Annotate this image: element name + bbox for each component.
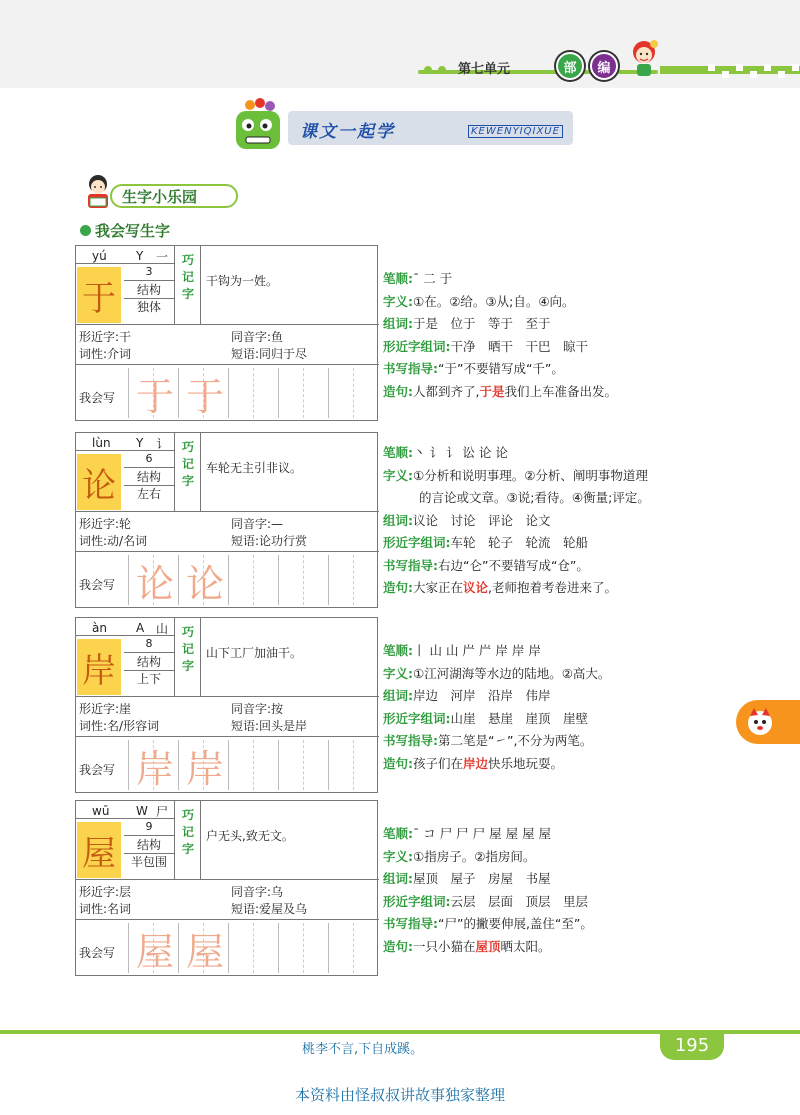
grid-cell[interactable]: [303, 740, 328, 790]
bullet-dot-icon: [80, 225, 91, 236]
section-title: 生字小乐园: [122, 188, 198, 206]
grid-cell[interactable]: [228, 368, 253, 418]
words-row: 组词:议论 讨论 评论 论文: [383, 512, 551, 528]
banner-subtitle: KEWENYIQIXUE: [468, 125, 563, 138]
homophone-char: 同音字:鱼: [231, 330, 284, 344]
divider: [76, 919, 379, 920]
structure-value: 半包围: [130, 855, 167, 869]
trace-char: 屋: [135, 929, 174, 974]
grid-cell[interactable]: [228, 740, 253, 790]
divider: [200, 618, 201, 696]
similar-words-row: 形近字组词:干净 晒干 干巴 晾干: [383, 338, 589, 354]
char-main: 论: [77, 454, 121, 510]
divider: [174, 801, 175, 879]
homophone-char: 同音字:—: [231, 517, 284, 531]
guide-row: 书写指导:第二笔是“㇀”,不分为两笔。: [383, 733, 593, 748]
fox-face-icon: [744, 706, 776, 738]
grid-cell[interactable]: [303, 368, 328, 418]
char-strokes: 6: [145, 452, 153, 465]
edition-badge-left: 部: [556, 52, 584, 80]
grid-cell[interactable]: [278, 368, 303, 418]
char-detail: [383, 268, 733, 403]
mnemonic-label: 巧 记 字: [181, 625, 194, 673]
divider: [76, 696, 379, 697]
divider: [174, 433, 175, 511]
write-label: 我会写: [79, 391, 116, 405]
guide-row: 书写指导:“于”不要错写成“千”。: [383, 361, 564, 376]
unit-underline: [418, 70, 658, 74]
phrase: 短语:同归于尽: [231, 347, 308, 361]
part-of-speech: 词性:介词: [79, 347, 132, 361]
trace-char: 论: [185, 561, 224, 606]
sub-heading: [80, 220, 170, 241]
sentence-row: 造句:孩子们在岸边快乐地玩耍。: [383, 755, 564, 771]
char-detail: [383, 823, 733, 958]
side-tab: [736, 700, 800, 744]
phrase: 短语:回头是岸: [231, 719, 308, 733]
write-label: 我会写: [79, 946, 116, 960]
structure-label: 结构: [124, 652, 174, 671]
mnemonic-text: 车轮无主引非议。: [206, 461, 303, 475]
char-pinyin: yú: [92, 249, 107, 263]
char-radical: 尸: [156, 805, 169, 819]
write-label: 我会写: [79, 763, 116, 777]
grid-cell[interactable]: [253, 555, 278, 605]
part-of-speech: 词性:动/名词: [79, 534, 148, 548]
char-initial: W: [136, 804, 148, 818]
words-row: 组词:岸边 河岸 沿岸 伟岸: [383, 688, 551, 703]
grid-cell[interactable]: [278, 555, 303, 605]
char-pinyin: wū: [92, 804, 110, 818]
divider: [76, 551, 379, 552]
grid-cell[interactable]: [328, 368, 353, 418]
girl-reading-icon: [80, 172, 116, 212]
mnemonic-text: 户无头,致无文。: [206, 829, 294, 843]
similar-words-row: 形近字组词:云层 层面 顶层 里层: [383, 893, 589, 909]
divider: [76, 324, 379, 325]
words-row: 组词:屋顶 屋子 房屋 书屋: [383, 871, 551, 886]
stroke-order-row: 笔顺:丨 山 山 屵 屵 岸 岸 岸: [383, 643, 541, 658]
similar-char: 形近字:轮: [79, 517, 132, 531]
stroke-order-row: 笔顺:丶 讠 讠 讼 论 论: [383, 445, 508, 460]
grid-cell[interactable]: [228, 923, 253, 973]
divider: [76, 364, 379, 365]
section-heading: [80, 172, 240, 212]
stroke-order-row: 笔顺:ˉ 二 于: [383, 271, 453, 286]
meaning-row: 字义:①指房子。②指房间。: [383, 848, 536, 864]
similar-words-row: 形近字组词:山崖 悬崖 崖顶 崖壁: [383, 710, 589, 726]
grid-cell[interactable]: [353, 368, 378, 418]
divider: [76, 511, 379, 512]
structure-value: 独体: [136, 300, 161, 314]
grid-cell[interactable]: [353, 555, 378, 605]
part-of-speech: 词性:名词: [79, 902, 132, 916]
checker-pattern-icon: [668, 64, 800, 78]
grid-cell[interactable]: [253, 923, 278, 973]
char-pinyin: àn: [92, 621, 107, 635]
divider: [76, 879, 379, 880]
grid-cell[interactable]: [278, 740, 303, 790]
meaning-row: 字义:①在。②给。③从;自。④向。: [383, 293, 575, 309]
char-card: [75, 432, 378, 608]
sentence-row: 造句:一只小猫在屋顶晒太阳。: [383, 938, 551, 954]
guide-row: 书写指导:右边“仑”不要错写成“仓”。: [383, 557, 589, 573]
footer-motto: 桃李不言,下自成蹊。: [302, 1042, 424, 1057]
deco-dot: [438, 66, 446, 74]
char-card: [75, 245, 378, 421]
char-radical: 山: [156, 622, 169, 636]
structure-value: 左右: [136, 487, 161, 501]
trace-char: 岸: [185, 746, 224, 791]
meaning-row-cont: 的言论或文章。③说;看待。④衡量;评定。: [419, 490, 650, 505]
char-pinyin: lùn: [92, 436, 111, 450]
divider: [200, 433, 201, 511]
page-number: 195: [660, 1030, 724, 1060]
grid-cell[interactable]: [328, 555, 353, 605]
sentence-row: 造句:人都到齐了,于是我们上车准备出发。: [383, 383, 618, 399]
char-detail: [383, 442, 733, 600]
mnemonic-text: 山下工厂加油干。: [206, 646, 303, 660]
grid-cell[interactable]: [303, 923, 328, 973]
similar-char: 形近字:层: [79, 885, 132, 899]
phrase: 短语:爱屋及乌: [231, 902, 308, 916]
grid-cell[interactable]: [328, 740, 353, 790]
grid-cell[interactable]: [253, 740, 278, 790]
meaning-row: 字义:①分析和说明事理。②分析、阐明事物道理: [383, 467, 648, 483]
char-initial: A: [136, 621, 145, 635]
grid-cell[interactable]: [328, 923, 353, 973]
char-initial: Y: [136, 249, 144, 263]
phrase: 短语:论功行赏: [231, 534, 308, 548]
similar-char: 形近字:崖: [79, 702, 132, 716]
char-main: 于: [77, 267, 121, 323]
divider: [200, 246, 201, 324]
char-detail: [383, 640, 733, 775]
char-card: [75, 617, 378, 793]
char-strokes: 8: [145, 637, 153, 650]
char-strokes: 3: [145, 265, 153, 278]
grid-cell[interactable]: [353, 740, 378, 790]
char-radical: 讠: [156, 437, 169, 451]
source-note: 本资料由怪叔叔讲故事独家整理: [294, 1086, 505, 1104]
structure-label: 结构: [124, 280, 174, 299]
meaning-row: 字义:①江河湖海等水边的陆地。②高大。: [383, 665, 611, 681]
banner-title: 课文一起学: [300, 122, 395, 142]
divider: [76, 736, 379, 737]
divider: [174, 618, 175, 696]
deco-dot: [424, 66, 432, 74]
grid-cell[interactable]: [228, 555, 253, 605]
structure-value: 上下: [136, 672, 161, 686]
divider: [174, 246, 175, 324]
unit-label: 第七单元: [458, 62, 511, 77]
mnemonic-label: 巧 记 字: [181, 440, 194, 488]
structure-label: 结构: [124, 467, 174, 486]
char-initial: Y: [136, 436, 144, 450]
girl-mascot-icon: [624, 36, 666, 82]
sentence-row: 造句:大家正在议论,老师抱着考卷进来了。: [383, 580, 618, 595]
part-of-speech: 词性:名/形容词: [79, 719, 160, 733]
trace-char: 论: [135, 561, 174, 606]
homophone-char: 同音字:按: [231, 702, 284, 716]
lesson-banner: [228, 97, 573, 155]
char-main: 屋: [77, 822, 121, 878]
homophone-char: 同音字:乌: [231, 885, 284, 899]
char-radical: 一: [156, 250, 169, 264]
words-row: 组词:于是 位于 等于 至于: [383, 316, 551, 331]
mnemonic-label: 巧 记 字: [181, 808, 194, 856]
char-main: 岸: [77, 639, 121, 695]
trace-char: 屋: [185, 929, 224, 974]
char-strokes: 9: [145, 820, 153, 833]
sub-heading-text: 我会写生字: [95, 222, 171, 240]
similar-words-row: 形近字组词:车轮 轮子 轮流 轮船: [383, 535, 589, 550]
guide-row: 书写指导:“尸”的撇要伸展,盖住“至”。: [383, 916, 593, 931]
mnemonic-label: 巧 记 字: [181, 253, 194, 301]
structure-label: 结构: [124, 835, 174, 854]
char-card: [75, 800, 378, 976]
similar-char: 形近字:干: [79, 330, 132, 344]
write-label: 我会写: [79, 578, 116, 592]
edition-badge-right: 编: [590, 52, 618, 80]
monster-mascot-icon: [228, 97, 290, 155]
trace-char: 于: [185, 374, 224, 419]
grid-cell[interactable]: [253, 368, 278, 418]
mnemonic-text: 干钩为一姓。: [206, 274, 279, 288]
trace-char: 于: [135, 374, 174, 419]
grid-cell[interactable]: [278, 923, 303, 973]
grid-cell[interactable]: [353, 923, 378, 973]
stroke-order-row: 笔顺:ˉ コ 尸 尸 尸 屋 屋 屋 屋: [383, 826, 552, 841]
grid-cell[interactable]: [303, 555, 328, 605]
trace-char: 岸: [135, 746, 174, 791]
divider: [200, 801, 201, 879]
